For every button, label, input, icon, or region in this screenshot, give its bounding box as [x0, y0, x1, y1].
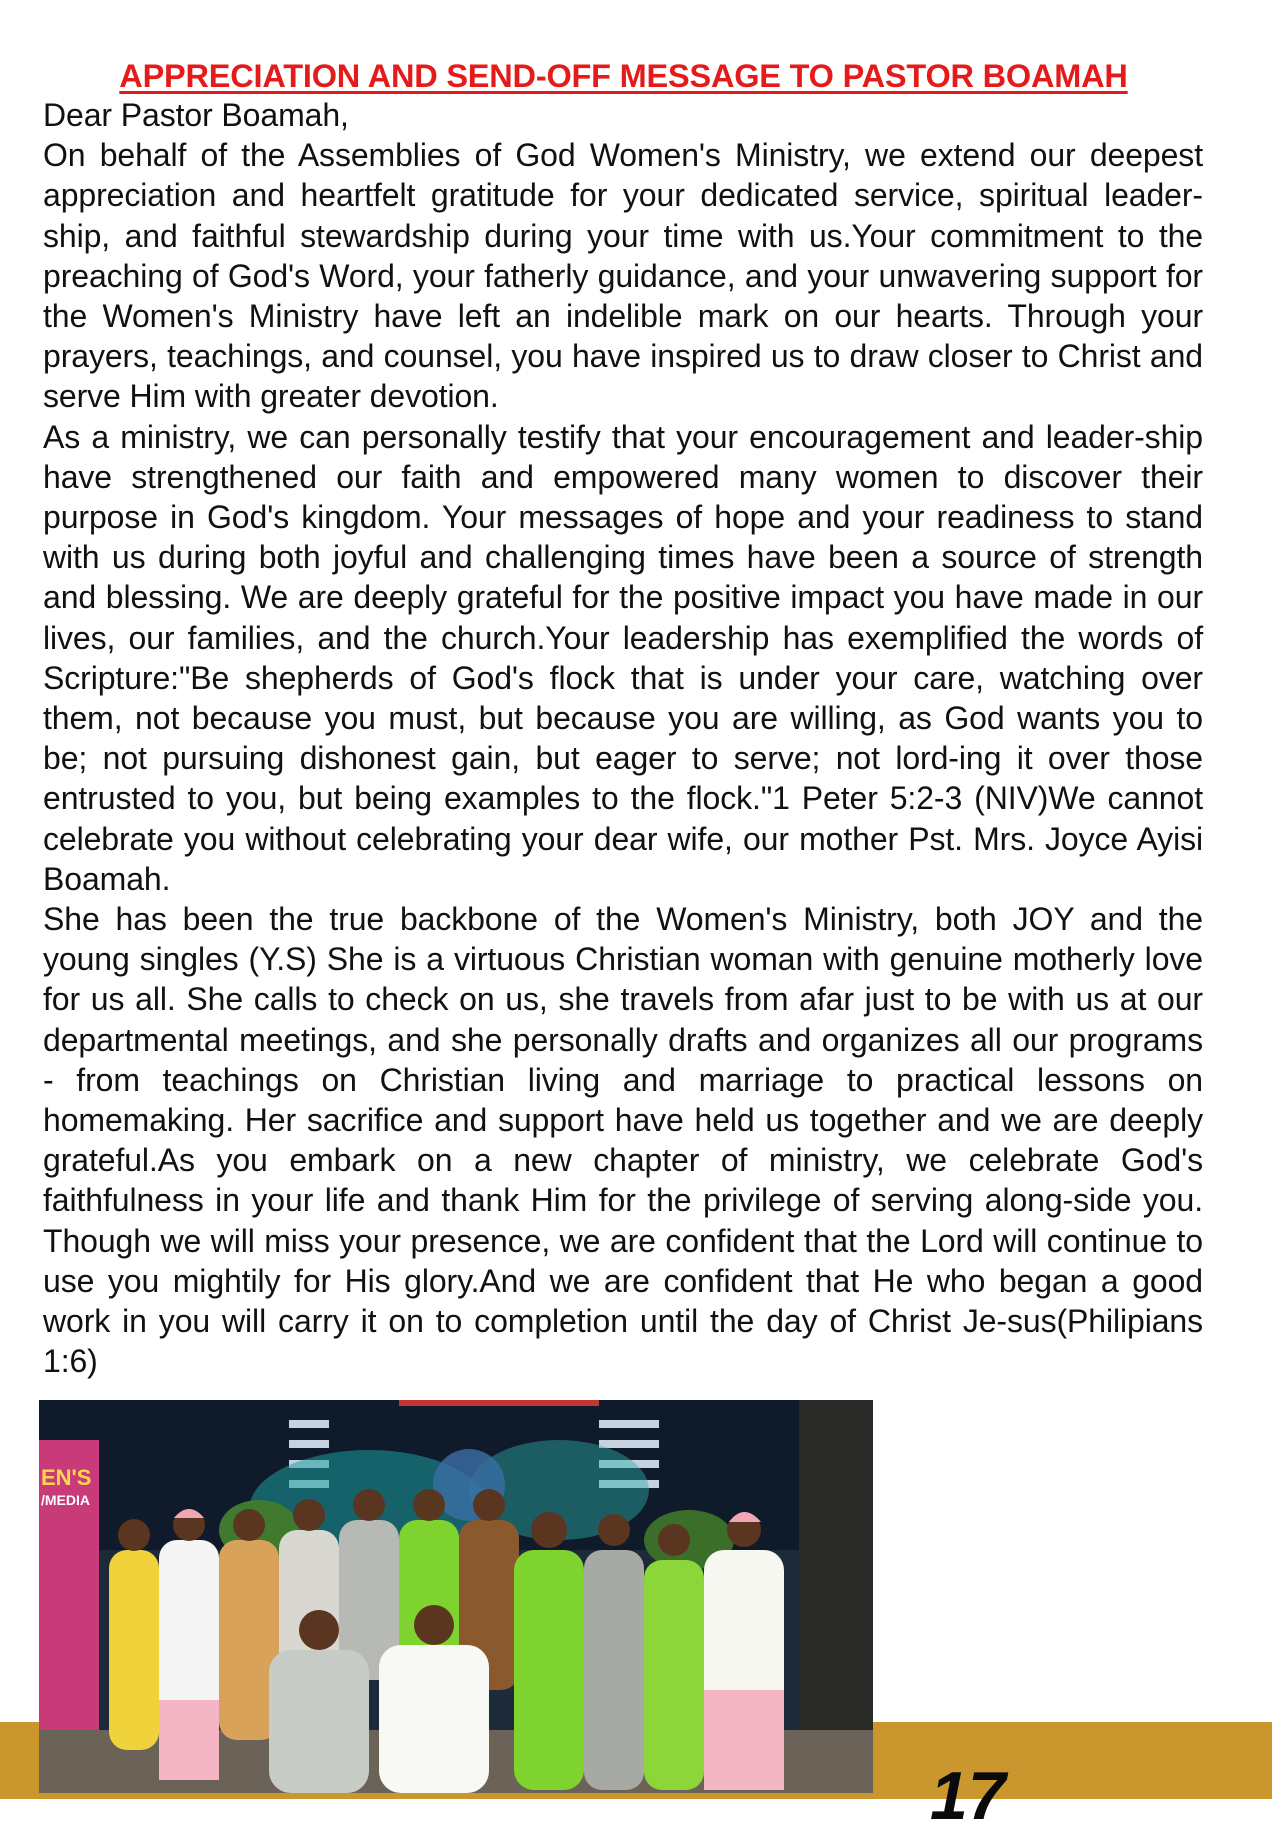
paragraph-3: She has been the true backbone of the Women's Ministry, both JOY and the young singles (Y.S) She is a virtuous Christian woman with genuine motherly love for us all. She calls to check on us, she travels from afar just to be with us at our departmental meetings, and she personally drafts and organizes all our programs - from teachings on Christian living and marriage to practical lessons on homemaking. Her sacrifice and support have held us together and we are deeply grateful.As you embark on a new chapter of ministry, we celebrate God's faithfulness in your life and thank Him for the privilege of serving along-side you. Though we will miss your presence, we are confident that the Lord will continue to use you mightily for His glory.And we are confident that He who began a good work in you will carry it on to completion until the day of Christ Je-sus(Philipians 1:6) — [43, 901, 1203, 1380]
group-photo — [39, 1400, 873, 1793]
letter-body — [43, 95, 1203, 1382]
svg-text:/MEDIA: /MEDIA — [41, 1492, 90, 1508]
salutation: Dear Pastor Boamah, — [43, 97, 349, 133]
svg-text:EN'S: EN'S — [41, 1465, 92, 1490]
page-title: APPRECIATION AND SEND-OFF MESSAGE TO PASTOR BOAMAH — [119, 58, 1128, 94]
page-number: 17 — [930, 1758, 1006, 1834]
paragraph-2: As a ministry, we can personally testify that your encouragement and leader-ship have strengthened our faith and empowered many women to discover their purpose in God's kingdom. Your messages of hope and your readiness to stand with us during both joyful and challenging times have been a source of strength and blessing. We are deeply grateful for the positive impact you have made in our lives, our families, and the church.Your leadership has exemplified the words of Scripture:"Be shepherds of God's flock that is under your care, watching over them, not because you must, but because you are willing, as God wants you to be; not pursuing dishonest gain, but eager to serve; not lord-ing it over those entrusted to you, but being examples to the flock."1 Peter 5:2-3 (NIV)We cannot celebrate you without celebrating your dear wife, our mother Pst. Mrs. Joyce Ayisi Boamah. — [43, 418, 1203, 897]
paragraph-1: On behalf of the Assemblies of God Women's Ministry, we extend our deepest appreciation and heartfelt gratitude for your dedicated service, spiritual leader-ship, and faithful stewardship during your time with us.Your commitment to the preaching of God's Word, your fatherly guidance, and your unwavering support for the Women's Ministry have left an indelible mark on our hearts. Through your prayers, teachings, and counsel, you have inspired us to draw closer to Christ and serve Him with greater devotion. — [43, 137, 1203, 415]
